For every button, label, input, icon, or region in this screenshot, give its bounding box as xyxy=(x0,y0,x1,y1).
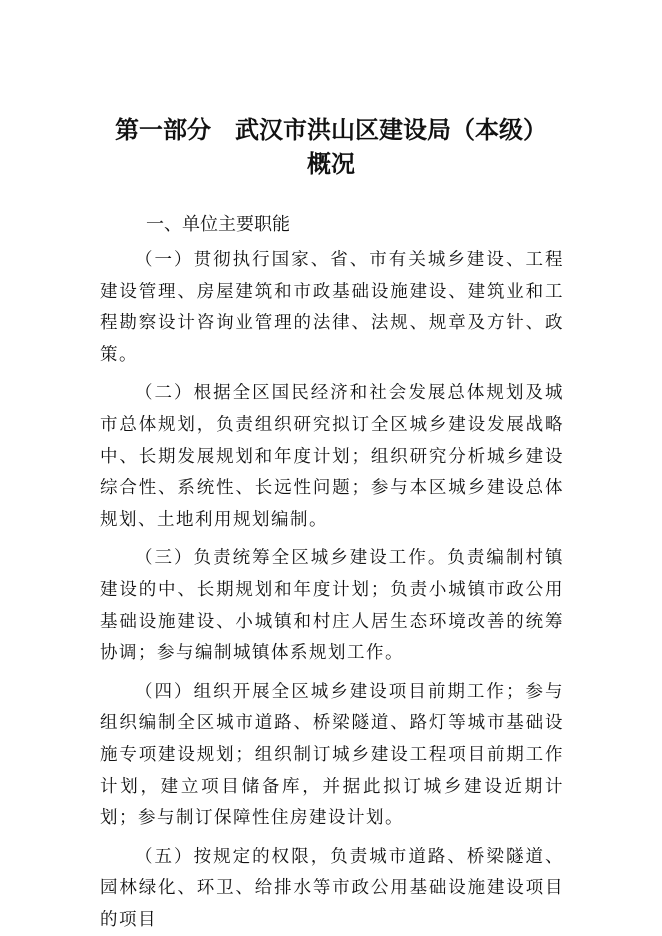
paragraph-3: （三）负责统筹全区城乡建设工作。负责编制村镇建设的中、长期规划和年度计划；负责小城镇市政公用基础设施建设、小城镇和村庄人居生态环境改善的统筹协调；参与编制城镇体系规划工作。 xyxy=(100,548,564,664)
document-title-line-1: 第一部分 武汉市洪山区建设局（本级） xyxy=(115,116,547,144)
paragraph-2: （二）根据全区国民经济和社会发展总体规划及城市总体规划，负责组织研究拟订全区城乡建设发展战略中、长期发展规划和年度计划；组织研究分析城乡建设综合性、系统性、长远性问题；参与本区城乡建设总体规划、土地利用规划编制。 xyxy=(100,383,564,530)
document-title-line-2: 概况 xyxy=(307,150,355,178)
section-heading: 一、单位主要职能 xyxy=(146,214,290,235)
paragraph-5: （五）按规定的权限，负责城市道路、桥梁隧道、园林绿化、环卫、给排水等市政公用基础设施建设项目的项目 xyxy=(100,846,564,930)
paragraph-4: （四）组织开展全区城乡建设项目前期工作；参与组织编制全区城市道路、桥梁隧道、路灯等城市基础设施专项建设规划；组织制订城乡建设工程项目前期工作计划，建立项目储备库，并据此拟订城乡建设近期计划；参与制订保障性住房建设计划。 xyxy=(100,681,564,829)
body-text xyxy=(100,245,564,936)
paragraph-1: （一）贯彻执行国家、省、市有关城乡建设、工程建设管理、房屋建筑和市政基础设施建设、建筑业和工程勘察设计咨询业管理的法律、法规、规章及方针、政策。 xyxy=(100,250,564,365)
